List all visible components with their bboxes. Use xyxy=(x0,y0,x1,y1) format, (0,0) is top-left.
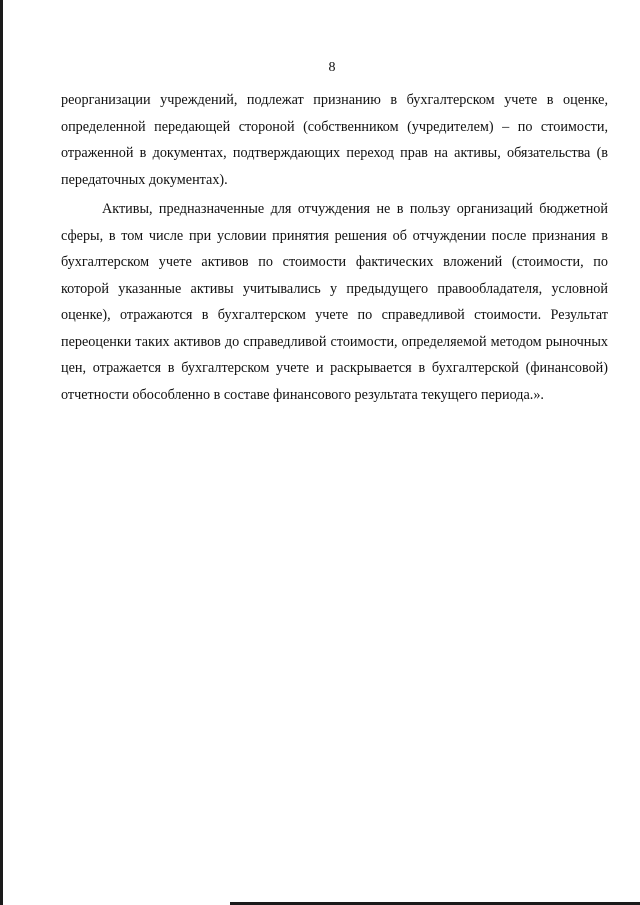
scan-edge-left xyxy=(0,0,3,905)
document-body xyxy=(61,87,608,408)
paragraph-continued: реорганизации учреждений, подлежат признанию в бухгалтерском учете в оценке, определенной передающей стороной (собственником (учредителем) – по стоимости, отраженной в документах, подтверждающих переход прав на активы, обязательства (в передаточных документах). xyxy=(61,92,608,188)
page-number: 8 xyxy=(328,60,336,75)
paragraph-assets-for-disposal: Активы, предназначенные для отчуждения не в пользу организаций бюджетной сферы, в том числе при условии принятия решения об отчуждении после признания в бухгалтерском учете активов по стоимости фактических вложений (стоимости, по которой указанные активы учитывались у предыдущего правообладателя, условной оценке), отражаются в бухгалтерском учете по справедливой стоимости. Результат переоценки таких активов до справедливой стоимости, определяемой методом рыночных цен, отражается в бухгалтерском учете и раскрывается в бухгалтерской (финансовой) отчетности обособленно в составе финансового результата текущего периода.». xyxy=(61,201,608,403)
